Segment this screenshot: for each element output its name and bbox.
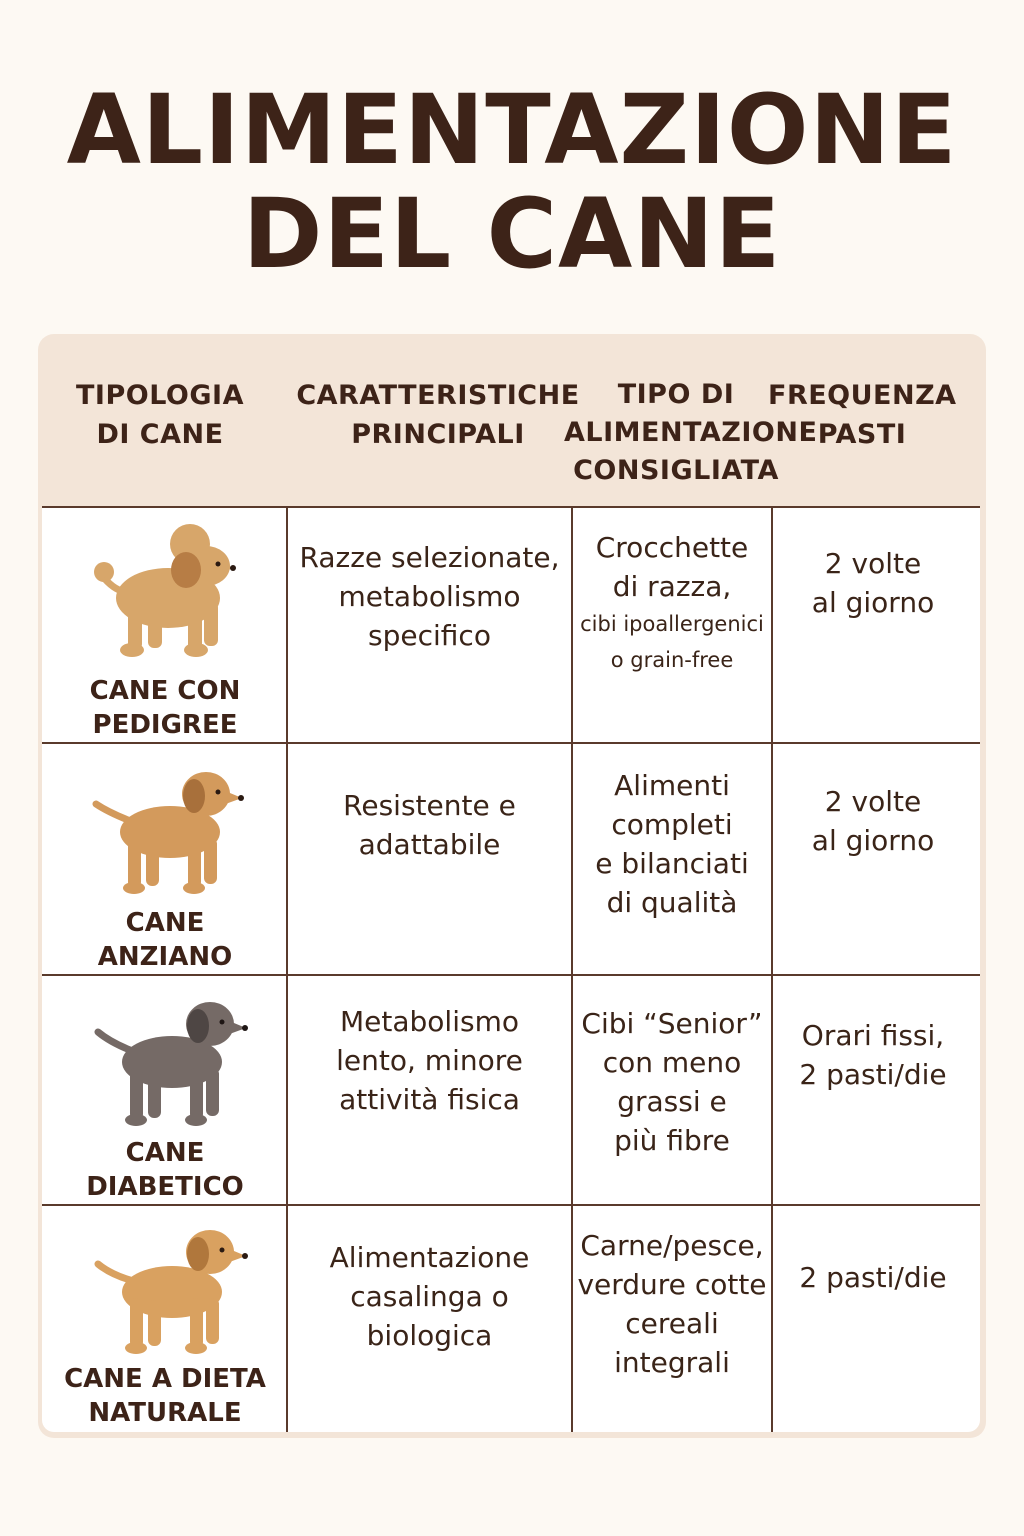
food-text: Alimenti [614,769,730,802]
type-text: NATURALE [88,1398,242,1428]
food-text: con meno [602,1046,742,1079]
frequency-text: Orari fissi, [801,1019,945,1052]
food-text: verdure cotte [577,1268,767,1301]
traits-text: attività fisica [339,1083,520,1116]
food-cell [573,766,771,922]
frequency-text: 2 volte [824,785,922,818]
traits-cell [288,538,571,655]
traits-text: casalinga o [350,1280,509,1313]
traits-text: metabolismo [338,580,521,613]
food-text: Carne/pesce, [580,1229,764,1262]
traits-text: biologica [366,1319,493,1352]
header-text: ALIMENTAZIONE [564,417,818,448]
header-text: DI CANE [96,419,224,450]
diet-table [38,334,986,1438]
dog-icon [88,760,258,910]
frequency-text: al giorno [811,586,935,619]
food-cell [573,528,771,678]
food-text: integrali [614,1346,730,1379]
frequency-cell [773,544,973,622]
food-text: Cibi “Senior” [581,1007,763,1040]
food-text: di qualità [606,886,738,919]
food-text: completi [611,808,733,841]
food-cell [573,1004,771,1160]
food-text: e bilanciati [595,847,749,880]
frequency-cell [773,1016,973,1094]
frequency-text: 2 volte [824,547,922,580]
traits-text: adattabile [358,828,501,861]
table-row [42,742,980,976]
header-text: PRINCIPALI [351,419,525,450]
title-line-2: DEL CANE [242,178,782,290]
food-text: o grain-free [610,648,734,672]
table-row [42,1204,980,1432]
food-cell [573,1226,771,1382]
food-text: più fibre [614,1124,730,1157]
frequency-cell [773,1258,973,1297]
row-type-label [42,906,288,974]
title-line-1: ALIMENTAZIONE [66,74,958,186]
frequency-cell [773,782,973,860]
table-row [42,506,980,744]
traits-cell [288,786,571,864]
type-text: CANE A DIETA [64,1364,266,1394]
row-type-label [42,674,288,742]
type-text: ANZIANO [97,942,233,972]
page-title [0,74,1024,290]
table-header [38,334,986,506]
table-body [42,506,980,1432]
traits-text: Metabolismo [340,1005,519,1038]
type-text: PEDIGREE [92,710,238,740]
row-type-label [42,1136,288,1204]
dog-icon [90,1220,260,1370]
traits-text: Alimentazione [329,1241,530,1274]
header-alimentazione [564,376,818,490]
type-text: CANE [125,1138,205,1168]
traits-cell [288,1002,571,1119]
header-text: CARATTERISTICHE [296,380,580,411]
poodle-icon [88,522,258,672]
traits-cell [288,1238,571,1355]
header-text: TIPO DI [617,379,735,410]
header-text: CONSIGLIATA [573,455,779,486]
table-row [42,974,980,1206]
type-text: CANE CON [89,676,241,706]
frequency-text: 2 pasti/die [799,1058,947,1091]
frequency-text: 2 pasti/die [799,1261,947,1294]
food-text: cibi ipoallergenici [580,612,764,636]
frequency-text: al giorno [811,824,935,857]
traits-text: lento, minore [336,1044,523,1077]
traits-text: specifico [368,619,491,652]
header-text: FREQUENZA [768,380,957,411]
traits-text: Razze selezionate, [299,541,560,574]
header-caratteristiche [293,376,583,454]
header-text: PASTI [817,419,907,450]
type-text: CANE [125,908,205,938]
row-type-label [42,1362,288,1430]
header-tipologia [48,376,272,454]
food-text: Crocchette [595,531,749,564]
dog-icon [90,992,260,1142]
food-text: cereali [625,1307,719,1340]
header-text: TIPOLOGIA [75,380,244,411]
header-frequenza [768,376,956,454]
food-text: grassi e [617,1085,727,1118]
type-text: DIABETICO [86,1172,244,1202]
food-text: di razza, [612,570,732,603]
traits-text: Resistente e [343,789,516,822]
